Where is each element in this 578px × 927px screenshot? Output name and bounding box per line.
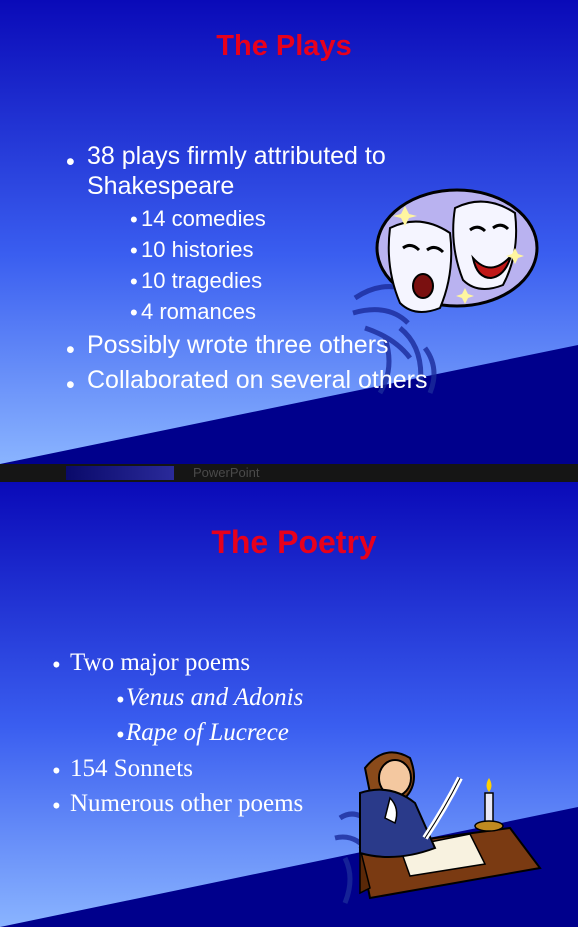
bullet-icon: • [130, 300, 138, 325]
sub-bullet-text: 4 romances [141, 299, 256, 324]
bullet-icon: • [52, 652, 61, 679]
slide-2-title: The Poetry [211, 524, 377, 560]
slide-separator [0, 464, 578, 482]
bullet-icon: • [66, 336, 75, 364]
slide-1-title: The Plays [216, 30, 352, 62]
sub-bullet-text: Venus and Adonis [126, 684, 304, 711]
bullet-text: Possibly wrote three others [87, 331, 389, 359]
bullet-icon: • [66, 371, 75, 399]
bullet-icon: • [66, 148, 75, 176]
bullet-text: Two major poems [70, 649, 251, 676]
bullet-text: Shakespeare [87, 172, 235, 200]
bullet-icon: • [130, 269, 138, 294]
bullet-icon: • [116, 722, 125, 749]
bullet-icon: • [130, 207, 138, 232]
sub-bullet-text: Rape of Lucrece [126, 719, 289, 746]
bullet-text: 154 Sonnets [70, 755, 193, 782]
bullet-text: Collaborated on several others [87, 366, 428, 394]
bullet-text: 38 plays firmly attributed to [87, 142, 386, 170]
bullet-icon: • [130, 238, 138, 263]
app-label: PowerPoint [193, 465, 260, 480]
bullet-icon: • [52, 758, 61, 785]
sub-bullet-text: 10 histories [141, 237, 254, 262]
bullet-icon: • [52, 793, 61, 820]
slide-2[interactable] [0, 482, 578, 927]
sub-bullet-text: 10 tragedies [141, 268, 263, 293]
quill-writer-icon [330, 738, 560, 918]
sub-bullet-text: 14 comedies [141, 206, 266, 231]
slide-thumbnail[interactable] [66, 466, 174, 480]
bullet-icon: • [116, 687, 125, 714]
bullet-text: Numerous other poems [70, 790, 304, 817]
